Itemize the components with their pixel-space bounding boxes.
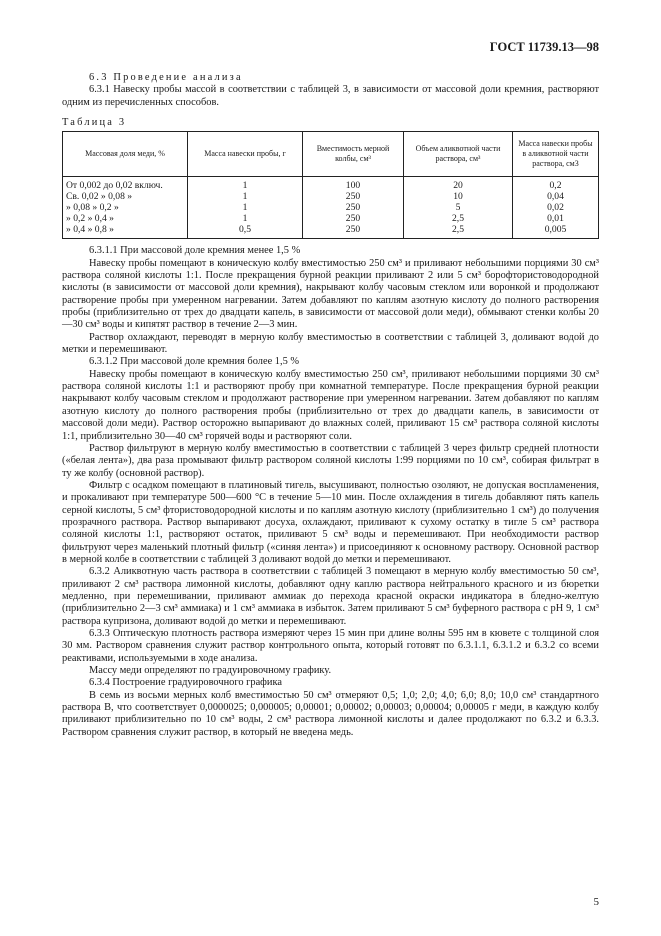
subsection-heading-6-3-1-1: 6.3.1.1 При массовой доле кремния менее 1,5 % <box>89 245 301 257</box>
paragraph: Раствор фильтруют в мерную колбу вместимостью в соответствии с таблицей 3 через фильтр средней плотности («белая лента»), два раза промывают фильтр раствором соляной кислоты 1:99 порциями по 10 см³, собирая фильтрат в ту же колбу (основной раствор). <box>62 442 599 479</box>
column-header: Вместимость мерной колбы, см³ <box>303 132 404 177</box>
table-cell: 0,005 <box>513 225 599 239</box>
column-header: Масса навески пробы в аликвотной части раствора, см3 <box>513 132 599 177</box>
paragraph-6-3-1: 6.3.1 Навеску пробы массой в соответствии с таблицей 3, в зависимости от массовой доли кремния, растворяют одним из перечисленных способов. <box>62 84 599 108</box>
paragraph-6-3-2: 6.3.2 Аликвотную часть раствора в соответствии с таблицей 3 помещают в мерную колбу вместимостью 50 см³, приливают 2 см³ раствора лимонной кислоты, добавляют одну каплю раствора нейтрального красного и из бюретки медленно, при перемешивании, приливают аммиак до перехода красной окраски индикатора в бледно-желтую (приблизительно 2—3 см³ аммиака) и 1 см³ аммиака в избыток. Затем приливают 5 см³ буферного раствора с рН 9, 1 см³ раствора купризона, доливают водой до метки и перемешивают. <box>62 566 599 627</box>
table-cell: 250 <box>303 203 404 214</box>
page-content <box>62 72 599 739</box>
paragraph: Навеску пробы помещают в коническую колбу вместимостью 250 см³ и приливают небольшими порциями 30 см³ раствора соляной кислоты 1:1. После прекращения бурной реакции приливают 2 или 5 см³ борофтористоводородной кислоты (в зависимости от массовой доли кремния), накрывают колбу часовым стеклом или воронкой и продолжают растворение пробы при умеренном нагревании. Затем добавляют по каплям азотную кислоту до полного растворения пробы (приблизительно от трех до двадцати капель, в зависимости от массовой доли меди), обмывают стенки колбы 20—30 см³ воды и кипятят раствор в течение 2—3 мин. <box>62 257 599 331</box>
table-cell: 250 <box>303 214 404 225</box>
column-header: Объем аликвотной части раствора, см³ <box>404 132 513 177</box>
table-cell: » 0,2 » 0,4 » <box>63 214 188 225</box>
table-cell: » 0,4 » 0,8 » <box>63 225 188 239</box>
table-cell: 0,04 <box>513 192 599 203</box>
table-header-row <box>63 132 599 177</box>
table-cell: 1 <box>188 214 303 225</box>
page-number: 5 <box>593 896 599 908</box>
table-row <box>63 225 599 239</box>
table-row <box>63 177 599 192</box>
subsection-heading-6-3-4: 6.3.4 Построение градуировочного графика <box>89 677 282 689</box>
table-caption: Таблица 3 <box>62 117 127 129</box>
table-row <box>63 214 599 225</box>
table-cell: 250 <box>303 192 404 203</box>
column-header: Масса навески пробы, г <box>188 132 303 177</box>
paragraph: В семь из восьми мерных колб вместимостью 50 см³ отмеряют 0,5; 1,0; 2,0; 4,0; 6,0; 8,0; 10,0 см³ стандартного раствора В, что соответствует 0,0000025; 0,000005; 0,00001; 0,00002; 0,00003; 0,00004; 0,00005 г меди, в каждую колбу приливают приблизительно по 10 см³ воды, 2 см³ раствора лимонной кислоты и далее продолжают по 6.3.2 и 6.3.3. Раствором сравнения служит раствор, в который не введена медь. <box>62 689 599 738</box>
standard-code: ГОСТ 11739.13—98 <box>489 40 599 54</box>
table-cell: 2,5 <box>404 225 513 239</box>
paragraph: Навеску пробы помещают в коническую колбу вместимостью 250 см³, приливают небольшими порциями 30 см³ раствора соляной кислоты 1:1 и растворяют пробу при комнатной температуре. После прекращения бурной реакции накрывают колбу часовым стеклом и продолжают растворение при умеренном нагревании. Затем добавляют по каплям азотную кислоту до полного растворения пробы (приблизительно от трех до двадцати капель, в зависимости от массовой доли меди). Раствор осторожно выпаривают до влажных солей, приливают 15 см³ раствора соляной кислоты 1:1, приблизительно 30—40 см³ горячей воды и растворяют соли. <box>62 368 599 442</box>
table-cell: 1 <box>188 192 303 203</box>
table-cell: 1 <box>188 177 303 192</box>
table-cell: 10 <box>404 192 513 203</box>
subsection-heading-6-3-1-2: 6.3.1.2 При массовой доле кремния более 1,5 % <box>89 356 300 368</box>
table-3 <box>62 131 599 239</box>
table-cell: 0,02 <box>513 203 599 214</box>
table-cell: 0,2 <box>513 177 599 192</box>
column-header: Массовая доля меди, % <box>63 132 188 177</box>
table-cell: 1 <box>188 203 303 214</box>
table-cell: 5 <box>404 203 513 214</box>
table-cell: От 0,002 до 0,02 включ. <box>63 177 188 192</box>
table-row <box>63 192 599 203</box>
table-cell: 0,01 <box>513 214 599 225</box>
paragraph: Раствор охлаждают, переводят в мерную колбу вместимостью в соответствии с таблицей 3, доливают водой до метки и перемешивают. <box>62 331 599 356</box>
table-cell: 250 <box>303 225 404 239</box>
paragraph-6-3-3: 6.3.3 Оптическую плотность раствора измеряют через 15 мин при длине волны 595 нм в кювете с толщиной слоя 30 мм. Раствором сравнения служит раствор контрольного опыта, который готовят по 6.3.1.1, 6.3.1.2 и 6.3.2 со всеми реактивами, используемыми в ходе анализа. <box>62 628 599 664</box>
table-cell: 0,5 <box>188 225 303 239</box>
table-cell: Св. 0,02 » 0,08 » <box>63 192 188 203</box>
section-heading: 6.3 Проведение анализа <box>89 72 243 83</box>
table-cell: 20 <box>404 177 513 192</box>
table-cell: » 0,08 » 0,2 » <box>63 203 188 214</box>
table-cell: 100 <box>303 177 404 192</box>
paragraph: Массу меди определяют по градуировочному графику. <box>89 665 332 677</box>
table-cell: 2,5 <box>404 214 513 225</box>
paragraph: Фильтр с осадком помещают в платиновый тигель, высушивают, полностью озоляют, не допуская воспламенения, и прокаливают при температуре 500—600 °С в течение 5—10 мин. После охлаждения в тигель добавляют пять капель серной кислоты, 5 см³ фтористоводородной кислоты и по каплям азотную кислоту (приблизительно 1 см³) до получения прозрачного раствора. Раствор выпаривают досуха, охлаждают, приливают к сухому остатку в тигле 5 см³ раствора соляной кислоты 1:1, растворяют остаток, приливают 5 см³ воды и перемешивают. При необходимости раствор фильтруют через маленький плотный фильтр («синяя лента») и присоединяют к основному раствору. Основной раствор в мерной колбе в соответствии с таблицей 3 доливают водой до метки и перемешивают. <box>62 479 599 565</box>
table-row <box>63 203 599 214</box>
